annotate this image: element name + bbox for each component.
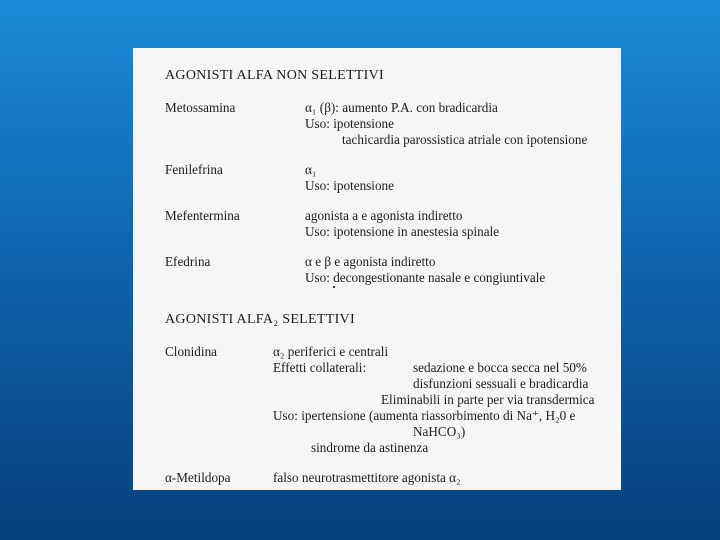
drug-name-clonidina: Clonidina — [165, 344, 218, 359]
section-heading-selective: AGONISTI ALFA₂ SELETTIVI — [165, 312, 355, 327]
clonidina-uso-cont: NaHCO₃) — [413, 424, 466, 439]
fenilefrina-line-2: Uso: ipotensione — [305, 178, 395, 193]
scanned-document — [133, 48, 621, 490]
metossamina-line-1: α₁ (β): aumento P.A. con bradicardia — [305, 100, 498, 115]
efedrina-line-2: Uso: decongestionante nasale e congiuntivale — [305, 270, 546, 285]
scan-speck — [333, 286, 335, 288]
efedrina-line-1: α e β e agonista indiretto — [305, 254, 436, 269]
drug-name-metildopa: α-Metildopa — [165, 470, 231, 485]
clonidina-effect-2: disfunzioni sessuali e bradicardia — [413, 376, 589, 391]
metossamina-line-3: tachicardia parossistica atriale con ipotensione — [342, 132, 588, 147]
drug-name-fenilefrina: Fenilefrina — [165, 162, 223, 177]
clonidina-astinenza: sindrome da astinenza — [311, 440, 429, 455]
clonidina-line-1: α₂ periferici e centrali — [273, 344, 389, 359]
metildopa-text: falso neurotrasmettitore agonista α₂ — [273, 470, 461, 485]
fenilefrina-line-1: α₁ — [305, 162, 317, 177]
clonidina-uso: Uso: ipertensione (aumenta riassorbimento di Na⁺, H₂0 e — [273, 408, 576, 423]
metossamina-line-2: Uso: ipotensione — [305, 116, 395, 131]
mefentermina-line-1: agonista a e agonista indiretto — [305, 208, 463, 223]
clonidina-effect-1: sedazione e bocca secca nel 50% — [413, 360, 587, 375]
clonidina-transdermal: Eliminabili in parte per via transdermica — [381, 392, 595, 407]
mefentermina-line-2: Uso: ipotensione in anestesia spinale — [305, 224, 500, 239]
drug-name-efedrina: Efedrina — [165, 254, 211, 269]
clonidina-effects-label: Effetti collaterali: — [273, 360, 367, 375]
section-heading-non-selective: AGONISTI ALFA NON SELETTIVI — [165, 68, 384, 83]
drug-name-mefentermina: Mefentermina — [165, 208, 240, 223]
drug-name-metossamina: Metossamina — [165, 100, 236, 115]
